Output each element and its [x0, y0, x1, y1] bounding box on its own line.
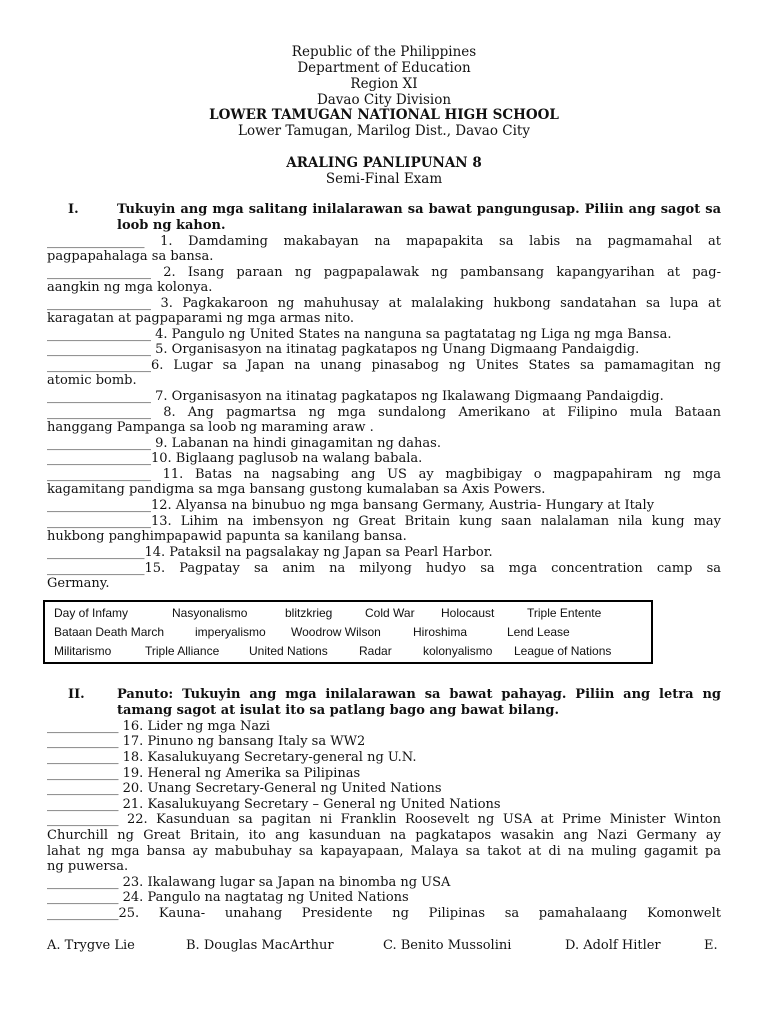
choice-a: A. Trygve Lie — [47, 938, 135, 953]
part1-line: ________________ 5. Organisasyon na itinatag pagkatapos ng Unang Digmaang Pandaigdig. — [47, 342, 640, 357]
part1-line: _______________ 1. Damdaming makabayan na mapapakita sa labis na pagmamahal at — [47, 234, 721, 249]
word-bank-item: blitzkrieg — [285, 606, 333, 620]
department-line: Department of Education — [297, 60, 471, 76]
part1-line: ________________10. Biglaang paglusob na walang babala. — [47, 451, 423, 466]
word-bank-item: Radar — [359, 644, 392, 658]
republic-line: Republic of the Philippines — [291, 44, 477, 60]
word-bank-box — [43, 600, 653, 664]
part2-line: ___________ 18. Kasalukuyang Secretary-general ng U.N. — [47, 750, 417, 765]
part2-line: ___________ 22. Kasunduan sa pagitan ni Franklin Roosevelt ng USA at Prime Minister Winton — [47, 812, 721, 827]
part1-line: hanggang Pampanga sa loob ng maraming araw . — [47, 420, 374, 435]
region-line: Region XI — [350, 76, 418, 92]
word-bank-item: Triple Entente — [527, 606, 602, 620]
part2-line: ___________ 21. Kasalukuyang Secretary – General ng United Nations — [47, 797, 501, 812]
part1-instruction: Tukuyin ang mga salitang inilalarawan sa bawat pangungusap. Piliin ang sagot sa loob ng kahon. — [117, 202, 721, 233]
part1-line: ________________ 2. Isang paraan ng pagpapalawak ng pambansang kapangyarihan at pag- — [47, 265, 721, 280]
part1-line: ________________6. Lugar sa Japan na unang pinasabog ng Unites States sa pamamagitan ng — [47, 358, 721, 373]
part1-line: aangkin ng mga kolonya. — [47, 280, 213, 295]
word-bank-item: Lend Lease — [507, 625, 570, 639]
school-name: LOWER TAMUGAN NATIONAL HIGH SCHOOL — [209, 107, 559, 123]
part1-line: ________________13. Lihim na imbensyon ng Great Britain kung saan nalalaman nila kung may — [47, 514, 721, 529]
part1-numeral: I. — [68, 202, 79, 217]
choice-b: B. Douglas MacArthur — [186, 938, 334, 953]
word-bank-item: Hiroshima — [413, 625, 468, 639]
part1-line: ________________12. Alyansa na binubuo ng mga bansang Germany, Austria- Hungary at Italy — [47, 498, 655, 513]
word-bank-item: Triple Alliance — [145, 644, 220, 658]
part1-line: kagamitang pandigma sa mga bansang gustong kumalaban sa Axis Powers. — [47, 482, 546, 497]
word-bank-item: Nasyonalismo — [172, 606, 248, 620]
part1-line: Germany. — [47, 576, 110, 591]
part1-line: _______________14. Pataksil na pagsalakay ng Japan sa Pearl Harbor. — [47, 545, 493, 560]
school-address: Lower Tamugan, Marilog Dist., Davao City — [238, 123, 530, 139]
choice-c: C. Benito Mussolini — [383, 938, 512, 953]
part2-line: ___________ 20. Unang Secretary-General ng United Nations — [47, 781, 442, 796]
part1-line: hukbong panghimpapawid papunta sa kanilang bansa. — [47, 529, 407, 544]
part2-line: ng puwersa. — [47, 859, 129, 874]
word-bank-item: Woodrow Wilson — [291, 625, 381, 639]
part1-line: ________________ 4. Pangulo ng United States na nanguna sa pagtatatag ng Liga ng mga Bansa. — [47, 327, 672, 342]
word-bank-item: Day of Infamy — [54, 606, 129, 620]
choice-e: E. — [704, 938, 718, 953]
part2-line: ___________ 17. Pinuno ng bansang Italy sa WW2 — [47, 734, 366, 749]
subject-title: ARALING PANLIPUNAN 8 — [286, 155, 482, 171]
part1-line: ________________ 3. Pagkakaroon ng mahuhusay at malalaking hukbong sandatahan sa lupa at — [47, 296, 721, 311]
word-bank-item: Cold War — [365, 606, 415, 620]
division-line: Davao City Division — [316, 92, 452, 108]
choice-d: D. Adolf Hitler — [565, 938, 661, 953]
part1-line: atomic bomb. — [47, 373, 137, 388]
part2-line: ___________ 23. Ikalawang lugar sa Japan na binomba ng USA — [47, 875, 451, 890]
part2-line: ___________25. Kauna- unahang Presidente ng Pilipinas sa pamahalaang Komonwelt — [47, 906, 721, 921]
part2-line: ___________ 16. Lider ng mga Nazi — [47, 719, 271, 734]
word-bank-item: Holocaust — [441, 606, 495, 620]
part1-line: karagatan at pagpaparami ng mga armas nito. — [47, 311, 355, 326]
part1-line: _______________15. Pagpatay sa anim na milyong hudyo sa mga concentration camp sa — [47, 561, 721, 576]
part2-numeral: II. — [68, 687, 85, 702]
part1-line: pagpapahalaga sa bansa. — [47, 249, 214, 264]
word-bank-item: imperyalismo — [195, 625, 266, 639]
word-bank-item: Bataan Death March — [54, 625, 165, 639]
part2-line: Churchill ng Great Britain, ito ang kasunduan na pagkatapos wasakin ang Nazi Germany ay — [47, 828, 721, 843]
part1-line: ________________ 11. Batas na nagsabing ang US ay magbibigay o magpapahiram ng mga — [47, 467, 721, 482]
word-bank-item: League of Nations — [514, 644, 612, 658]
part1-line: ________________ 7. Organisasyon na itinatag pagkatapos ng Ikalawang Digmaang Pandaigdig. — [47, 389, 664, 404]
word-bank-item: kolonyalismo — [423, 644, 493, 658]
part1-line: ________________ 8. Ang pagmartsa ng mga sundalong Amerikano at Filipino mula Bataan — [47, 405, 721, 420]
part2-line: ___________ 19. Heneral ng Amerika sa Pilipinas — [47, 766, 361, 781]
word-bank-item: Militarismo — [54, 644, 112, 658]
part1-line: ________________ 9. Labanan na hindi ginagamitan ng dahas. — [47, 436, 441, 451]
exam-title: Semi-Final Exam — [325, 171, 443, 187]
part2-line: ___________ 24. Pangulo na nagtatag ng United Nations — [47, 890, 409, 905]
part2-line: lahat ng mga bansa ay mabubuhay sa kapayapaan, Malaya sa takot at di na muling gagamit pa — [47, 844, 721, 859]
part2-instruction: Panuto: Tukuyin ang mga inilalarawan sa bawat pahayag. Piliin ang letra ng tamang sagot at isulat ito sa patlang bago ang bawat bilang. — [117, 687, 721, 718]
word-bank-item: United Nations — [249, 644, 328, 658]
